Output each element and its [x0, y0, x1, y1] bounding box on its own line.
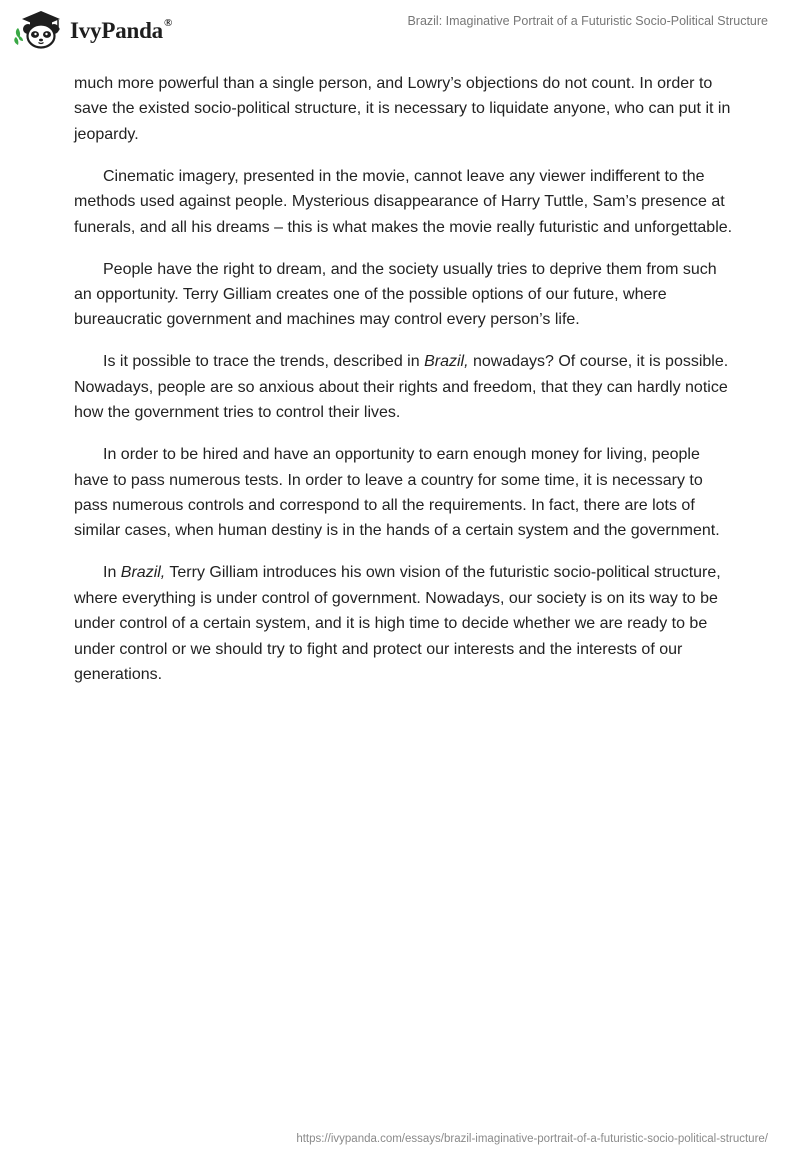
panda-graduate-icon [14, 8, 66, 50]
running-title: Brazil: Imaginative Portrait of a Futuristic Socio-Political Structure [407, 14, 768, 28]
paragraph: In order to be hired and have an opportunity to earn enough money for living, people have to pass numerous tests. In order to leave a country for some time, it is necessary to pass numerous controls and correspond to all the requirements. In fact, there are lots of similar cases, when human destiny is in the hands of a certain system and the government. [74, 446, 720, 540]
film-title: Brazil, [424, 353, 469, 371]
ivypanda-logo[interactable] [14, 8, 172, 50]
paragraph: Cinematic imagery, presented in the movie, cannot leave any viewer indifferent to the methods used against people. Mysterious disappearance of Harry Tuttle, Sam’s presence at funerals, and all his dreams – this is what makes the movie really futuristic and unforgettable. [74, 167, 733, 236]
source-url[interactable]: https://ivypanda.com/essays/brazil-imaginative-portrait-of-a-futuristic-socio-political-structure/ [296, 1133, 768, 1145]
paragraph: Is it possible to trace the trends, described in Brazil, nowadays? Of course, it is possible. Nowadays, people are so anxious about their rights and freedom, that they can hardly notice how the government tries to control their lives. [74, 353, 729, 422]
brand-name: IvyPanda® [70, 17, 173, 43]
registered-mark: ® [163, 17, 173, 30]
film-title: Brazil, [120, 564, 166, 582]
essay-body [74, 71, 734, 704]
paragraph: In Brazil, Terry Gilliam introduces his own vision of the futuristic socio-political structure, where everything is under control of government. Nowadays, our society is on its way to be under control of a certain system, and it is high time to decide whether we are ready to be under control or we should try to fight and protect our interests and the interests of our generations. [74, 564, 721, 684]
paragraph: People have the right to dream, and the society usually tries to deprive them from such an opportunity. Terry Gilliam creates one of the possible options of our future, where bureaucratic government and machines may control every person’s life. [74, 260, 717, 329]
page-header [0, 0, 800, 70]
paragraph: much more powerful than a single person, and Lowry’s objections do not count. In order to save the existed socio-political structure, it is necessary to liquidate anyone, who can put it in jeopardy. [74, 75, 731, 143]
